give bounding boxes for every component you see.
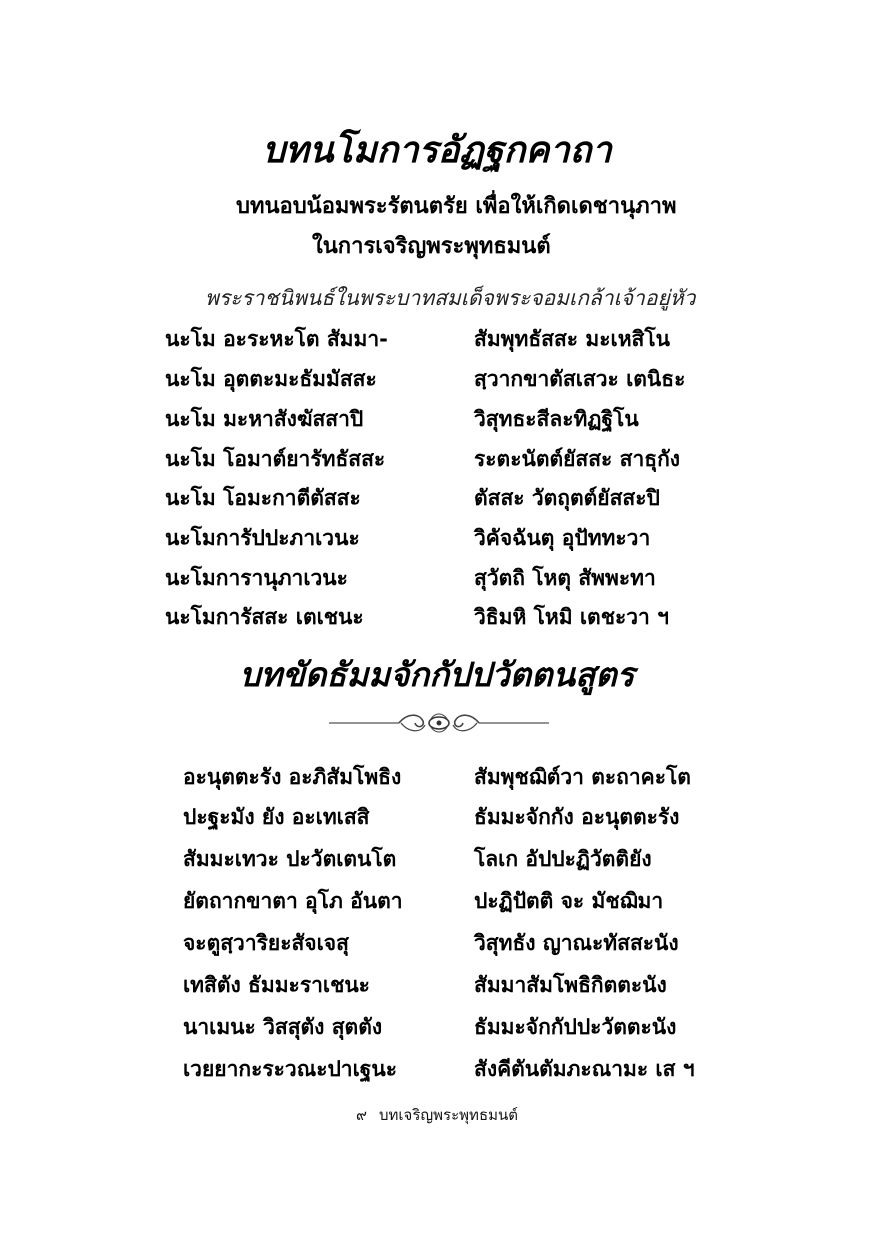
main-title: บทนโมการอัฏฐกคาถา <box>262 129 612 171</box>
verse-right: โลเก อัปปะฏิวัตติยัง <box>474 847 652 871</box>
verse-left: เทสิตัง ธัมมะราเชนะ <box>183 973 370 997</box>
verse-right: วิสุทธะสีละทิฏฐิโน <box>474 407 639 431</box>
footer-text: บทเจริญพระพุทธมนต์ <box>379 1106 518 1124</box>
page-number: ๙ <box>356 1106 367 1124</box>
verse-right: สังคีตันตัมภะณามะ เส ฯ <box>474 1057 695 1081</box>
verse-left: เวยยากะระวณะปาเฐนะ <box>183 1057 397 1081</box>
verse-right: สฺวากขาตัสเสวะ เตนิธะ <box>474 367 686 391</box>
verse-left: นะโม โอมาต์ยารัทธัสสะ <box>165 447 386 471</box>
verse-right: สุวัตถิ โหตุ สัพพะทา <box>474 566 656 590</box>
verse-right: สัมพุชฌิต์วา ตะถาคะโต <box>474 765 691 789</box>
verse-left: นาเมนะ วิสสุตัง สุตตัง <box>183 1015 383 1039</box>
verse-left: จะตูสฺวาริยะสัจเจสุ <box>183 931 349 955</box>
verse-left: นะโม อุตตะมะธัมมัสสะ <box>165 367 377 391</box>
verse-left: นะโม มะหาสังฆัสสาปิ <box>165 407 364 431</box>
verse-right: วิสุทธัง ญาณะทัสสะนัง <box>474 931 679 955</box>
verse-left: นะโมการัสสะ เตเชนะ <box>165 605 364 629</box>
verse-right: ธัมมะจักกัง อะนุตตะรัง <box>474 805 680 829</box>
verse-left: นะโม โอมะกาตีตัสสะ <box>165 486 361 510</box>
page-footer <box>0 1104 874 1126</box>
subtitle-line-2: ในการเจริญพระพุทธมนต์ <box>312 234 551 259</box>
verse-left: นะโมการานุภาเวนะ <box>165 566 348 590</box>
verse-right: วิธิมหิ โหมิ เตชะวา ฯ <box>474 605 669 629</box>
verse-left: อะนุตตะรัง อะภิสัมโพธิง <box>183 765 402 789</box>
verse-right: ตัสสะ วัตถุตต์ยัสสะปิ <box>474 486 660 510</box>
verse-left: สัมมะเทวะ ปะวัตเตนโต <box>183 847 397 871</box>
verse-left: นะโมการัปปะภาเวนะ <box>165 526 360 550</box>
verse-right: สัมพุทธัสสะ มะเหสิโน <box>474 327 670 351</box>
subtitle-line-1: บทนอบน้อมพระรัตนตรัย เพื่อให้เกิดเดชานุภาพ <box>236 194 677 219</box>
verse-right: ปะฏิปัตติ จะ มัชฌิมา <box>474 889 664 913</box>
verse-left: นะโม อะระหะโต สัมมา- <box>165 327 388 351</box>
section-title: บทขัดธัมมจักกัปปวัตตนสูตร <box>239 655 635 694</box>
verse-right: สัมมาสัมโพธิกิตตะนัง <box>474 973 667 997</box>
divider-ornament-icon <box>327 705 551 741</box>
verse-left: ปะฐะมัง ยัง อะเทเสสิ <box>183 805 370 829</box>
verse-right: วิคัจฉันตุ อุปัททะวา <box>474 526 651 550</box>
verse-right: ธัมมะจักกัปปะวัตตะนัง <box>474 1015 677 1039</box>
verse-right: ระตะนัตต์ยัสสะ สาธุกัง <box>474 447 681 471</box>
author-attribution: พระราชนิพนธ์ในพระบาทสมเด็จพระจอมเกล้าเจ้าอยู่หัว <box>205 286 696 310</box>
verse-left: ยัตถากขาตา อุโภ อันตา <box>183 889 403 913</box>
